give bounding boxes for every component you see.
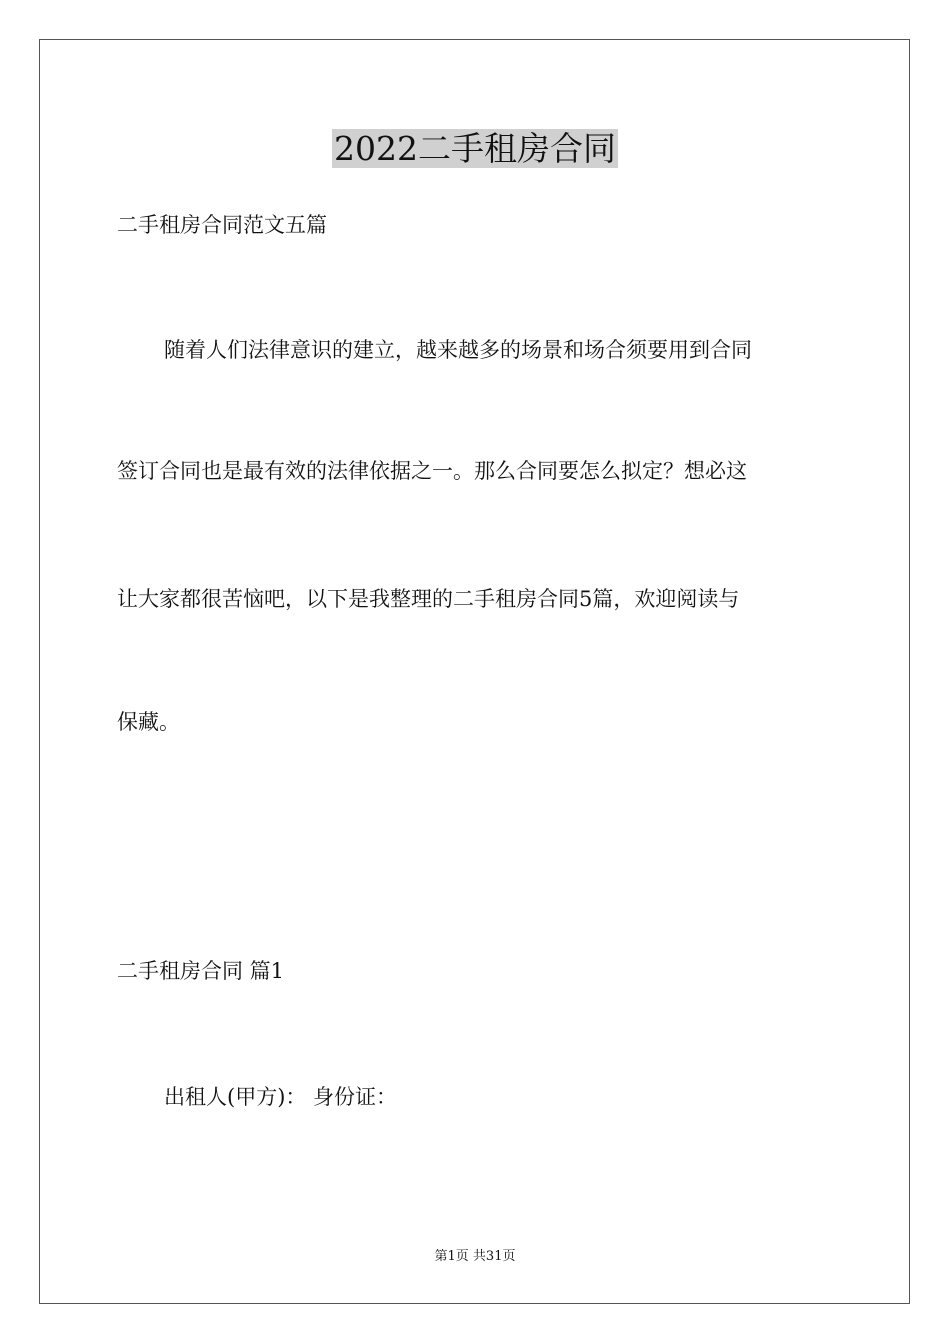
document-subtitle: 二手租房合同范文五篇 <box>117 213 327 237</box>
document-title: 2022二手租房合同 <box>334 129 616 168</box>
page-footer: 第1页 共31页 <box>434 1249 516 1264</box>
section-heading: 二手租房合同 篇1 <box>117 959 285 983</box>
intro-paragraph-line-4: 保藏。 <box>117 710 180 734</box>
intro-paragraph-line-1: 随着人们法律意识的建立，越来越多的场景和场合须要用到合同 <box>164 338 752 362</box>
intro-paragraph-line-2: 签订合同也是最有效的法律依据之一。那么合同要怎么拟定？想必这 <box>117 459 747 483</box>
intro-paragraph-line-3: 让大家都很苦恼吧，以下是我整理的二手租房合同5篇，欢迎阅读与 <box>117 587 740 611</box>
party-line: 出租人(甲方)： 身份证： <box>164 1085 398 1109</box>
